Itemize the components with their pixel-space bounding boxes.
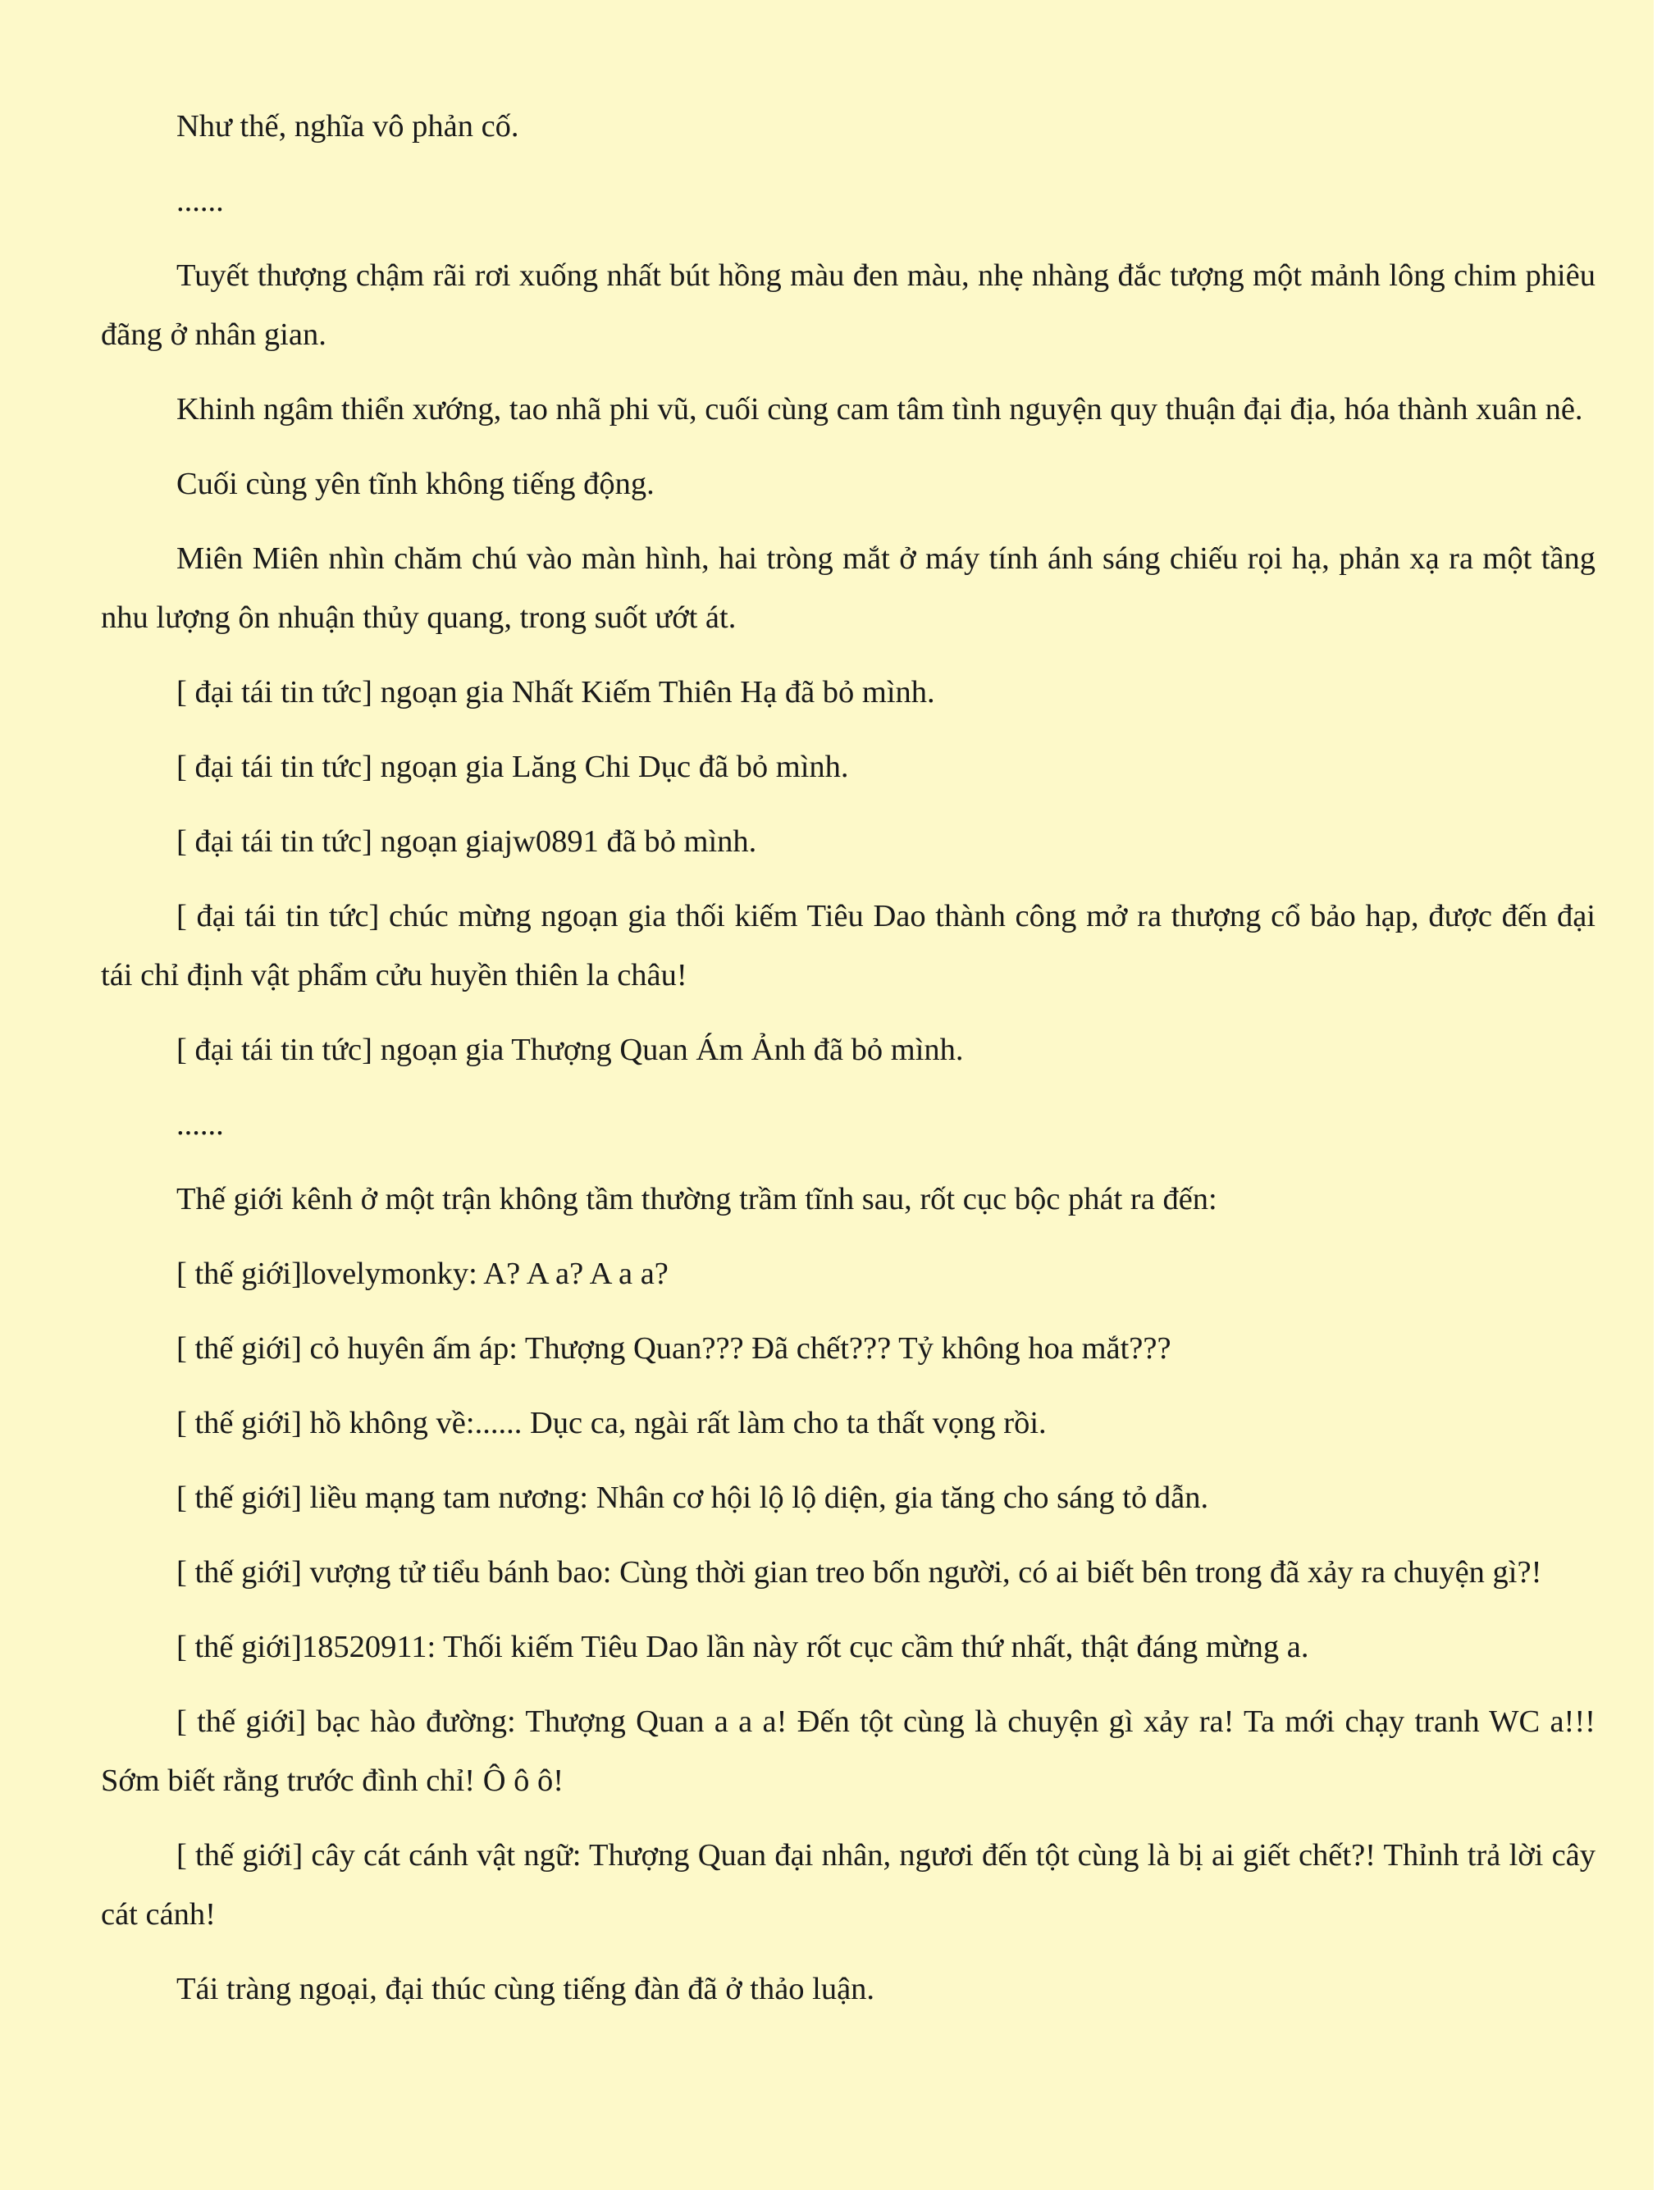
paragraph: [ thế giới] bạc hào đường: Thượng Quan a a a! Đến tột cùng là chuyện gì xảy ra! Ta mới chạy tranh WC a!!! Sớm biết rằng trước đình chỉ! Ô ô ô! [101,1704,1596,1798]
paragraph: Cuối cùng yên tĩnh không tiếng động. [176,467,655,501]
paragraph: [ thế giới] cây cát cánh vật ngữ: Thượng Quan đại nhân, ngươi đến tột cùng là bị ai giết chết?! Thỉnh trả lời cây cát cánh! [101,1838,1596,1932]
paragraph: ...... [176,1107,224,1142]
paragraph: Tái tràng ngoại, đại thúc cùng tiếng đàn đã ở thảo luận. [176,1972,875,2006]
paragraph: [ thế giới]lovelymonky: A? A a? A a a? [176,1257,669,1291]
paragraph: [ đại tái tin tức] chúc mừng ngoạn gia thối kiếm Tiêu Dao thành công mở ra thượng cổ bảo hạp, được đến đại tái chỉ định vật phẩm cửu huyền thiên la châu! [101,899,1596,992]
document-body [101,97,1596,2034]
paragraph: ...... [176,184,224,218]
paragraph: Tuyết thượng chậm rãi rơi xuống nhất bút hồng màu đen màu, nhẹ nhàng đắc tượng một mảnh lông chim phiêu đãng ở nhân gian. [101,258,1596,352]
paragraph: [ thế giới] vượng tử tiểu bánh bao: Cùng thời gian treo bốn người, có ai biết bên trong đã xảy ra chuyện gì?! [176,1555,1542,1590]
paragraph: [ đại tái tin tức] ngoạn gia Thượng Quan Ám Ảnh đã bỏ mình. [176,1033,964,1067]
paragraph: [ đại tái tin tức] ngoạn giajw0891 đã bỏ mình. [176,824,757,859]
paragraph: Như thế, nghĩa vô phản cố. [176,109,519,144]
paragraph: Thế giới kênh ở một trận không tầm thường trầm tĩnh sau, rốt cục bộc phát ra đến: [176,1182,1217,1216]
paragraph: [ đại tái tin tức] ngoạn gia Lăng Chi Dục đã bỏ mình. [176,750,849,784]
paragraph: [ thế giới]18520911: Thối kiếm Tiêu Dao lần này rốt cục cầm thứ nhất, thật đáng mừng a. [176,1630,1309,1664]
paragraph: [ đại tái tin tức] ngoạn gia Nhất Kiếm Thiên Hạ đã bỏ mình. [176,675,935,709]
paragraph: [ thế giới] liều mạng tam nương: Nhân cơ hội lộ lộ diện, gia tăng cho sáng tỏ dẫn. [176,1481,1209,1515]
paragraph: Miên Miên nhìn chăm chú vào màn hình, hai tròng mắt ở máy tính ánh sáng chiếu rọi hạ, phản xạ ra một tầng nhu lượng ôn nhuận thủy quang, trong suốt ướt át. [101,541,1596,635]
page-edge [1654,0,1680,2190]
paragraph: [ thế giới] cỏ huyên ấm áp: Thượng Quan??? Đã chết??? Tỷ không hoa mắt??? [176,1331,1171,1366]
paragraph: Khinh ngâm thiển xướng, tao nhã phi vũ, cuối cùng cam tâm tình nguyện quy thuận đại địa, hóa thành xuân nê. [176,392,1583,427]
paragraph: [ thế giới] hồ không về:...... Dục ca, ngài rất làm cho ta thất vọng rồi. [176,1406,1047,1440]
